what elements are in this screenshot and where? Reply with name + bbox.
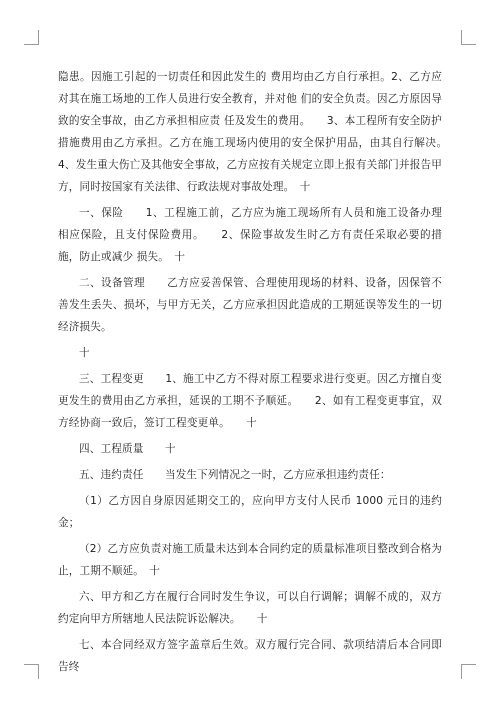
paragraph-dispute-resolution: 六、甲方和乙方在履行合同时发生争议，可以自行调解；调解不成的，双方约定向甲方所辖地人民法院诉讼解决。 十 xyxy=(58,591,442,625)
crop-mark-bottom-left xyxy=(24,664,39,679)
paragraph-breach-liability: 五、违约责任 当发生下列情况之一时，乙方应承担违约责任： xyxy=(79,469,391,481)
crop-mark-top-left xyxy=(24,30,39,45)
paragraph-insurance: 一、保险 1、工程施工前，乙方应为施工现场所有人员和施工设备办理 相应保险，且支付保险费用。 2、保险事故发生时乙方有责任采取必要的措施，防止或减少 损失。 十 xyxy=(58,207,442,263)
crop-mark-top-right xyxy=(461,30,476,45)
paragraph-separator: 十 xyxy=(79,347,90,359)
paragraph-contract-effective: 七、本合同经双方签字盖章后生效。双方履行完合同、款项结清后本合同即告终 xyxy=(58,639,442,673)
document-body xyxy=(58,66,464,682)
paragraph-safety-liability: 隐患。因施工引起的一切责任和因此发生的 费用均由乙方自行承担。2、乙方应对其在施工场地的工作人员进行安全教育，并对他 们的安全负责。因乙方原因导致的安全事故，由乙方承担相应责 任及发生的费用。 3、本工程所有安全防护措施费用由乙方承担。乙方在施工现场内使用的安全保护用品，由其自行解决。 4、发生重大伤亡及其他安全事故，乙方应按有关规定立即上报有关部门并报告甲方，同时按国家有关法律、行政法规对事故处理。 十 xyxy=(58,71,464,193)
crop-mark-bottom-right xyxy=(461,664,476,679)
paragraph-equipment-management: 二、设备管理 乙方应妥善保管、合理使用现场的材料、设备，因保管不善发生丢失、损坏，与甲方无关，乙方应承担因此造成的工期延误等发生的一切经济损失。 xyxy=(58,277,442,333)
paragraph-breach-item-1: （1）乙方因自身原因延期交工的，应向甲方支付人民币 1000 元日的违约金； xyxy=(58,495,442,529)
paragraph-engineering-quality: 四、工程质量 十 xyxy=(79,443,176,455)
paragraph-engineering-change: 三、工程变更 1、施工中乙方不得对原工程要求进行变更。因乙方擅自变更发生的费用由乙方承担，延误的工期不予顺延。 2、如有工程变更事宜，双方经协商一致后，签订工程变更单。 十 xyxy=(58,373,442,429)
paragraph-breach-item-2: （2）乙方应负责对施工质量未达到本合同约定的质量标准项目整改到合格为止，工期不顺延。 十 xyxy=(58,543,442,577)
